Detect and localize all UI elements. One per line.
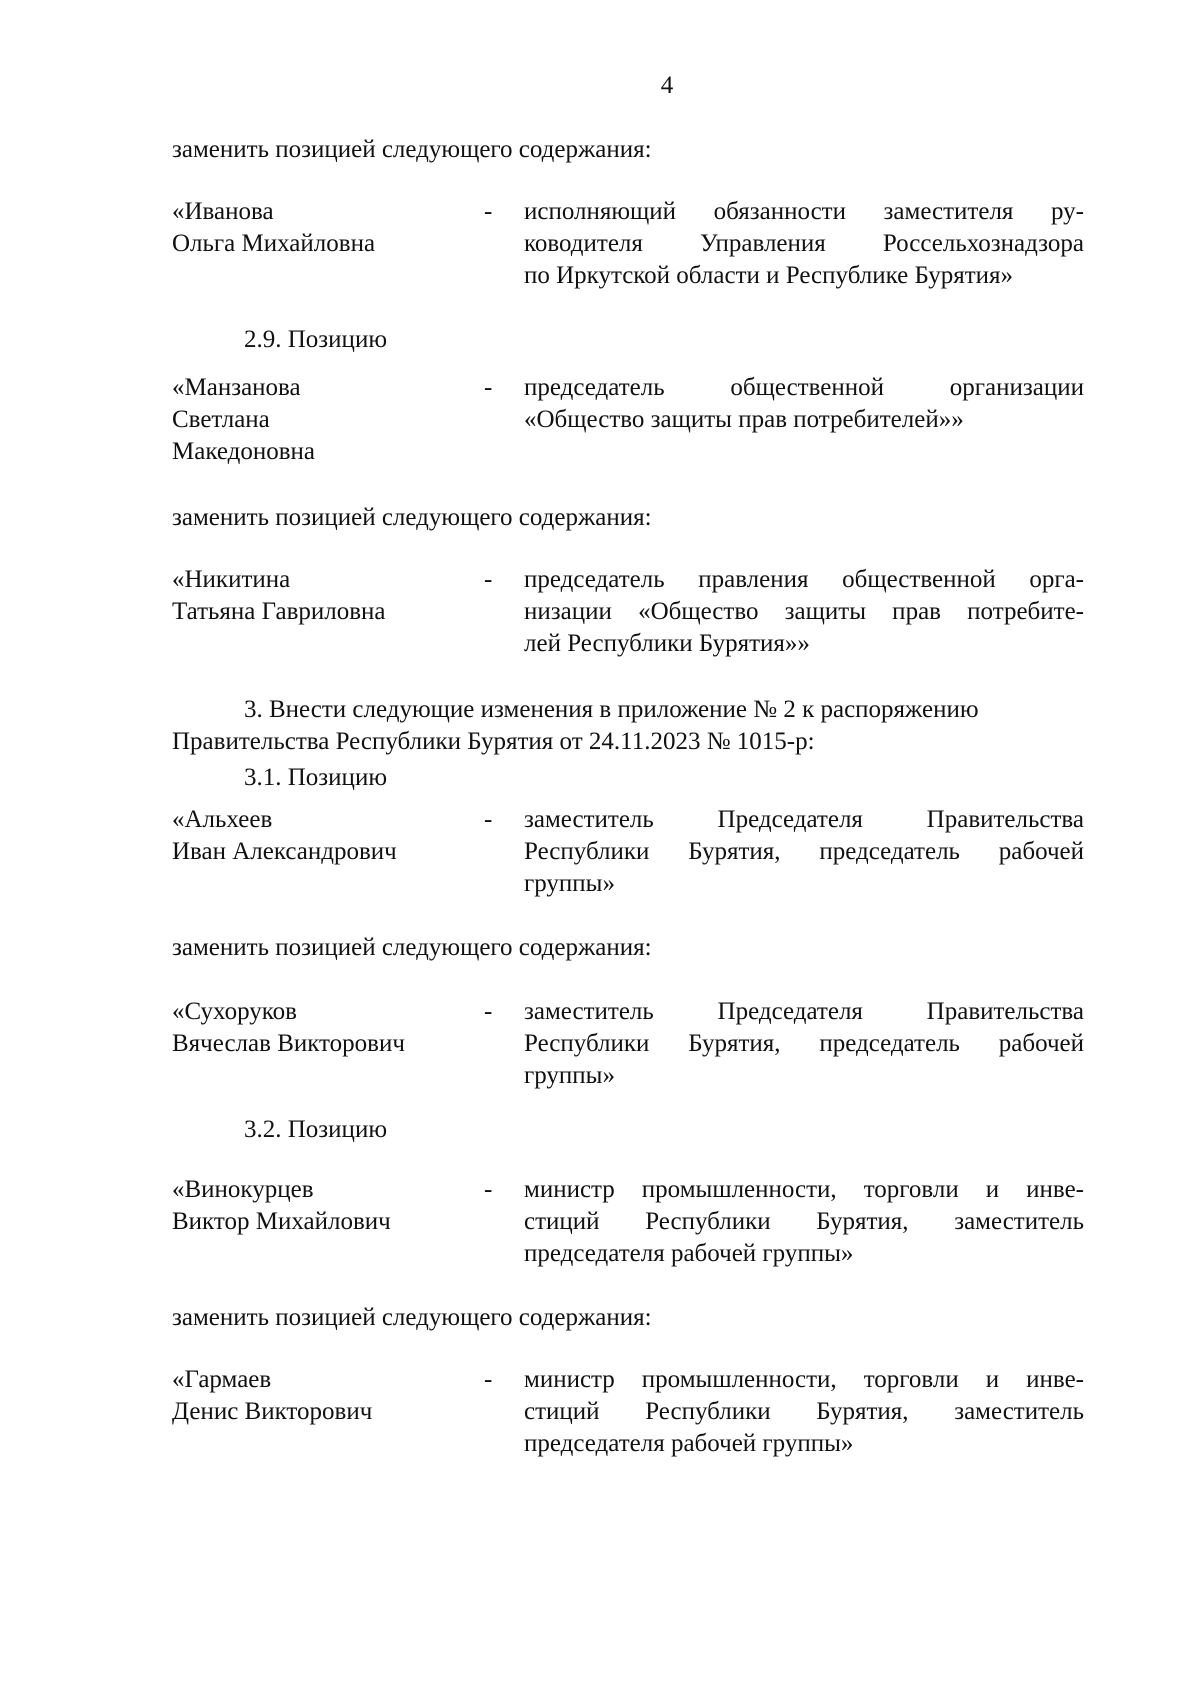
separator-dash: - xyxy=(484,806,493,833)
replace-instruction: заменить позицией следующего содержания: xyxy=(172,504,652,531)
surname: «Гармаев xyxy=(172,1366,272,1393)
description-line: стиций Республики Бурятия, заместитель xyxy=(524,1398,1084,1425)
description-line: «Общество защиты прав потребителей»» xyxy=(524,406,964,433)
page-number: 4 xyxy=(660,72,674,99)
position-description xyxy=(524,372,1084,436)
roster-entry-alkheev xyxy=(172,804,1084,904)
description-line: председателя рабочей группы» xyxy=(524,1240,854,1267)
person-name xyxy=(172,996,472,1060)
person-name xyxy=(172,196,472,260)
item-3-paragraph xyxy=(172,694,1090,758)
description-line: министр промышленности, торговли и инве- xyxy=(524,1176,1084,1203)
surname: «Никитина xyxy=(172,566,291,593)
description-line: заместитель Председателя Правительства xyxy=(524,806,1084,833)
person-name xyxy=(172,1364,472,1428)
position-description xyxy=(524,996,1084,1092)
surname: «Винокурцев xyxy=(172,1176,314,1203)
replace-instruction: заменить позицией следующего содержания: xyxy=(172,1304,652,1331)
separator-dash: - xyxy=(484,374,493,401)
given-names: Виктор Михайлович xyxy=(172,1208,391,1235)
description-line: Республики Бурятия, председатель рабочей xyxy=(524,838,1084,865)
description-line: председателя рабочей группы» xyxy=(524,1430,854,1457)
description-line: группы» xyxy=(524,870,615,897)
roster-entry-manzanova xyxy=(172,372,1084,472)
person-name xyxy=(172,1174,472,1238)
roster-entry-garmaev xyxy=(172,1364,1084,1464)
patronymic: Македоновна xyxy=(172,438,315,465)
given-name: Светлана xyxy=(172,406,270,433)
paragraph-line: Правительства Республики Бурятия от 24.11.2023 № 1015-р: xyxy=(172,728,815,755)
surname: «Иванова xyxy=(172,198,274,225)
roster-entry-vinokurtsev xyxy=(172,1174,1084,1274)
position-description xyxy=(524,196,1084,292)
description-line: председатель правления общественной орга- xyxy=(524,566,1084,593)
replace-instruction: заменить позицией следующего содержания: xyxy=(172,934,652,961)
position-description xyxy=(524,564,1084,660)
description-line: низации «Общество защиты прав потребите- xyxy=(524,598,1084,625)
surname: «Сухоруков xyxy=(172,998,297,1025)
given-names: Татьяна Гавриловна xyxy=(172,598,386,625)
person-name xyxy=(172,372,472,468)
position-heading: 2.9. Позицию xyxy=(244,326,387,353)
position-heading: 3.1. Позицию xyxy=(244,764,387,791)
given-names: Денис Викторович xyxy=(172,1398,373,1425)
given-names: Ольга Михайловна xyxy=(172,230,376,257)
person-name xyxy=(172,804,472,868)
replace-instruction: заменить позицией следующего содержания: xyxy=(172,136,652,163)
description-line: Республики Бурятия, председатель рабочей xyxy=(524,1030,1084,1057)
description-line: группы» xyxy=(524,1062,615,1089)
description-line: исполняющий обязанности заместителя ру- xyxy=(524,198,1084,225)
description-line: ководителя Управления Россельхознадзора xyxy=(524,230,1084,257)
position-description xyxy=(524,804,1084,900)
surname: «Манзанова xyxy=(172,374,301,401)
position-description xyxy=(524,1174,1084,1270)
roster-entry-ivanova xyxy=(172,196,1084,296)
separator-dash: - xyxy=(484,198,493,225)
person-name xyxy=(172,564,472,628)
description-line: председатель общественной организации xyxy=(524,374,1084,401)
given-names: Вячеслав Викторович xyxy=(172,1030,405,1057)
separator-dash: - xyxy=(484,1366,493,1393)
separator-dash: - xyxy=(484,998,493,1025)
description-line: заместитель Председателя Правительства xyxy=(524,998,1084,1025)
separator-dash: - xyxy=(484,1176,493,1203)
description-line: стиций Республики Бурятия, заместитель xyxy=(524,1208,1084,1235)
description-line: по Иркутской области и Республике Бурятия» xyxy=(524,262,1014,289)
paragraph-line: 3. Внести следующие изменения в приложение № 2 к распоряжению xyxy=(244,696,979,723)
roster-entry-sukhorukov xyxy=(172,996,1084,1096)
position-description xyxy=(524,1364,1084,1460)
given-names: Иван Александрович xyxy=(172,838,397,865)
roster-entry-nikitina xyxy=(172,564,1084,664)
separator-dash: - xyxy=(484,566,493,593)
description-line: министр промышленности, торговли и инве- xyxy=(524,1366,1084,1393)
description-line: лей Республики Бурятия»» xyxy=(524,630,810,657)
position-heading: 3.2. Позицию xyxy=(244,1116,387,1143)
surname: «Альхеев xyxy=(172,806,273,833)
